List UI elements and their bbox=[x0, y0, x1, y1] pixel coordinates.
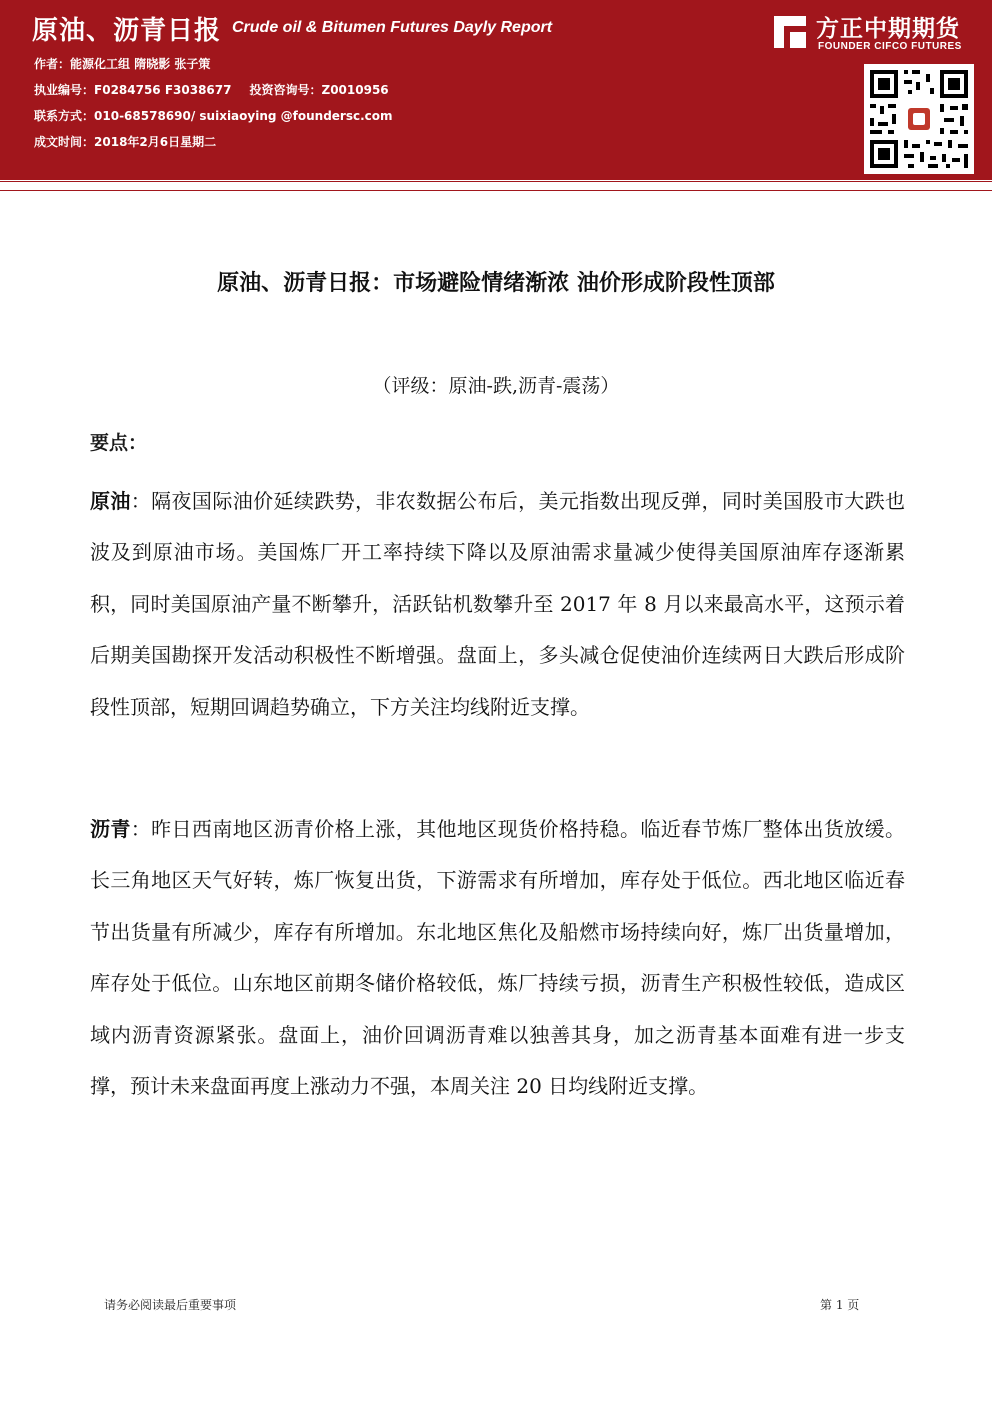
advisory-label: 投资咨询号： bbox=[249, 83, 322, 97]
report-title-en: Crude oil & Bitumen Futures Dayly Report bbox=[232, 19, 553, 36]
header-divider bbox=[0, 181, 992, 191]
authors-label: 作者： bbox=[34, 57, 71, 71]
license-numbers: F0284756 F3038677 bbox=[94, 83, 232, 97]
bitumen-text: ：昨日西南地区沥青价格上涨，其他地区现货价格持稳。临近春节炼厂整体出货放缓。长三角地区天气好转，炼厂恢复出货，下游需求有所增加，库存处于低位。西北地区临近春节出货量有所减少，库存有所增加。东北地区焦化及船燃市场持续向好，炼厂出货量增加，库存处于低位。山东地区前期冬储价格较低，炼厂持续亏损，沥青生产积极性较低，造成区域内沥青资源紧张。盘面上，油价回调沥青难以独善其身，加之沥青基本面难有进一步支撑，预计未来盘面再度上涨动力不强，本周关注 20 日均线附近支撑。 bbox=[90, 817, 906, 1099]
key-points-heading: 要点： bbox=[90, 432, 148, 454]
date-label: 成文时间： bbox=[34, 135, 95, 149]
logo-text-en: FOUNDER CIFCO FUTURES bbox=[818, 41, 962, 52]
document-title: 原油、沥青日报：市场避险情绪渐浓 油价形成阶段性顶部 bbox=[217, 271, 775, 296]
bitumen-lead: 沥青 bbox=[90, 817, 131, 841]
rating-line: （评级：原油-跌,沥青-震荡） bbox=[372, 375, 620, 397]
crude-oil-lead: 原油 bbox=[90, 489, 131, 513]
logo-mark-icon bbox=[770, 12, 810, 52]
bitumen-paragraph bbox=[90, 804, 905, 1112]
footer-notice: 请务必阅读最后重要事项 bbox=[104, 1298, 237, 1312]
author-meta bbox=[34, 56, 393, 160]
crude-oil-text: ：隔夜国际油价延续跌势，非农数据公布后，美元指数出现反弹，同时美国股市大跌也波及到原油市场。美国炼厂开工率持续下降以及原油需求量减少使得美国原油库存逐渐累积，同时美国原油产量不断攀升，活跃钻机数攀升至 2017 年 8 月以来最高水平，这预示着后期美国勘探开发活动积极性不断增强。盘面上，多头减仓促使油价连续两日大跌后形成阶段性顶部，短期回调趋势确立，下方关注均线附近支撑。 bbox=[90, 489, 906, 719]
authors: 能源化工组 隋晓影 张子策 bbox=[70, 57, 211, 71]
report-header bbox=[0, 0, 992, 180]
crude-oil-paragraph bbox=[90, 476, 905, 733]
company-logo bbox=[770, 10, 980, 56]
contact-label: 联系方式： bbox=[34, 109, 95, 123]
page-number: 第 1 页 bbox=[820, 1298, 860, 1312]
license-label: 执业编号： bbox=[34, 83, 95, 97]
qr-code-icon bbox=[864, 64, 974, 174]
advisory-number: Z0010956 bbox=[321, 83, 389, 97]
contact-info: 010-68578690/ suixiaoying @foundersc.com bbox=[94, 109, 393, 123]
report-title-cn: 原油、沥青日报 bbox=[32, 16, 222, 46]
logo-text-cn: 方正中期期货 bbox=[816, 16, 960, 42]
report-date: 2018年2月6日星期二 bbox=[94, 135, 217, 149]
